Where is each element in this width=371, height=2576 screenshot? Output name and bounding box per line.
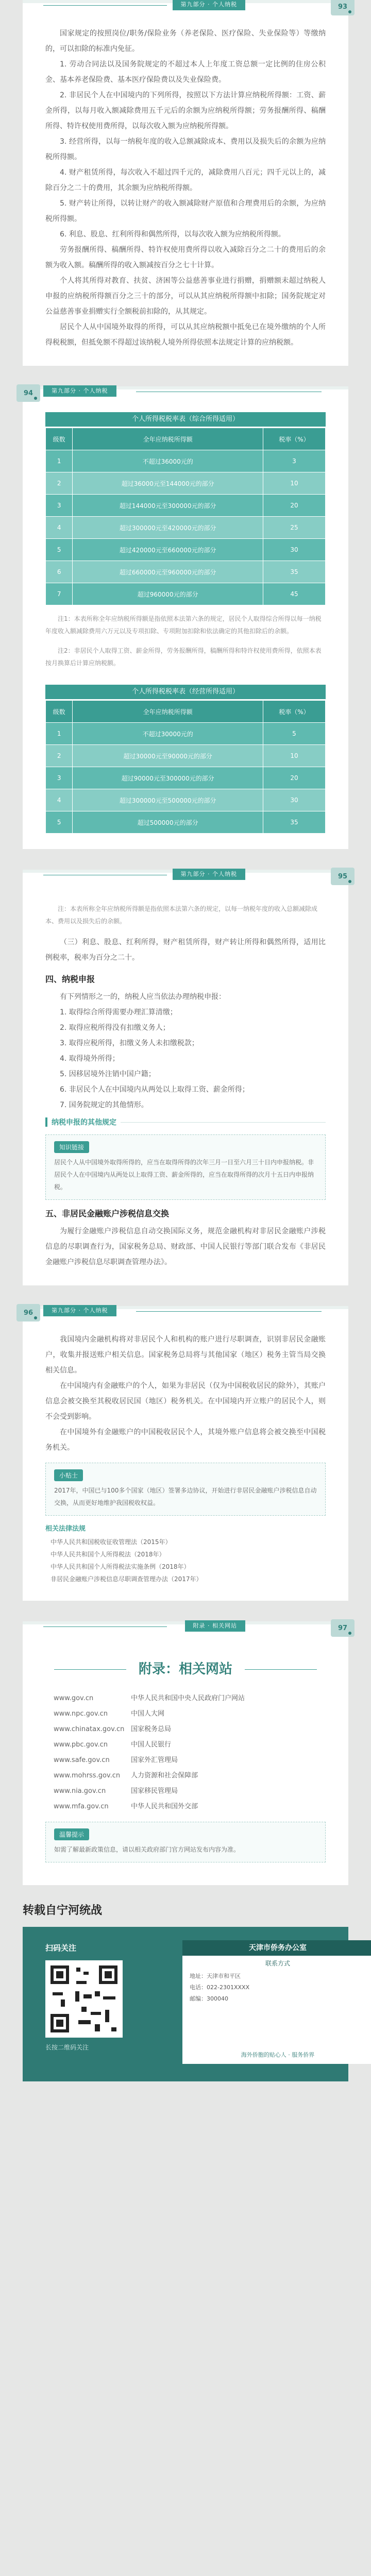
paragraph: 6. 利息、股息、红利所得和偶然所得，以每次收入额为应纳税所得额。 bbox=[60, 230, 285, 239]
chapter-tag: 第九部分 · 个人纳税 bbox=[173, 0, 246, 10]
table-cell: 30 bbox=[263, 789, 325, 811]
org-name: 天津市侨务办公室 bbox=[182, 1940, 371, 1956]
chapter-tag: 第九部分 · 个人纳税 bbox=[43, 385, 116, 397]
law-list-title: 相关法律法规 bbox=[45, 1525, 86, 1533]
tip-text: 居民个人从中国境外取得所得的，应当在取得所得的次年三月一日至六月三十日内申报纳税。非居民个人在中国境内从两处以上取得工资、薪金所得的，应当在取得所得的次月十五日内申报纳税。 bbox=[54, 1159, 314, 1191]
table-note: 注：本表所称全年应纳税所得额是指依照本法第六条的规定，以每一纳税年度的收入总额减除成本、费用以及损失后的余额。 bbox=[45, 905, 318, 925]
list-item: 7. 国务院规定的其他情形。 bbox=[60, 1101, 148, 1109]
table-header: 税率（%） bbox=[263, 701, 325, 723]
table-cell: 30 bbox=[263, 539, 325, 561]
paragraph: 在中国境外有金融账户的中国税收居民个人，其境外账户信息将会被交换至中国税务机关。 bbox=[45, 1428, 326, 1452]
tip-box bbox=[45, 1134, 326, 1200]
website-link[interactable] bbox=[23, 1737, 348, 1753]
table-cell: 超过144000元至300000元的部分 bbox=[73, 495, 263, 517]
table-cell: 超过960000元的部分 bbox=[73, 583, 263, 605]
table-cell: 7 bbox=[46, 583, 73, 605]
table-cell: 10 bbox=[263, 745, 325, 767]
website-name: 中国人民银行 bbox=[131, 1741, 172, 1749]
table-row bbox=[46, 450, 326, 472]
page-number: 96 bbox=[16, 1304, 40, 1321]
table-header: 级数 bbox=[46, 428, 73, 450]
page-number: 95 bbox=[331, 868, 355, 885]
table-cell: 超过420000元至660000元的部分 bbox=[73, 539, 263, 561]
tip-text: 如需了解最新政策信息，请以相关政府部门官方网站发布内容为准。 bbox=[54, 1846, 240, 1853]
website-url[interactable]: www.chinatax.gov.cn bbox=[54, 1725, 125, 1733]
table-row bbox=[46, 583, 326, 605]
table-cell: 超过90000元至300000元的部分 bbox=[73, 767, 263, 789]
table-cell: 超过660000元至960000元的部分 bbox=[73, 561, 263, 583]
table-row bbox=[46, 472, 326, 495]
tax-rate-table-business bbox=[45, 700, 326, 834]
table-cell: 2 bbox=[46, 472, 73, 495]
page-number: 94 bbox=[16, 384, 40, 402]
page-96 bbox=[23, 1306, 348, 1601]
website-url[interactable]: www.pbc.gov.cn bbox=[54, 1741, 108, 1749]
website-url[interactable]: www.mohrss.gov.cn bbox=[54, 1772, 121, 1780]
table-cell: 5 bbox=[46, 539, 73, 561]
list-item: 6. 非居民个人在中国境内从两处以上取得工资、薪金所得； bbox=[60, 1086, 249, 1094]
org-sub: 联系方式 bbox=[265, 1960, 290, 1967]
table-caption: 个人所得税税率表（经营所得适用） bbox=[45, 685, 326, 699]
table-header: 税率（%） bbox=[263, 428, 325, 450]
table-row bbox=[46, 723, 326, 745]
qr-code-icon[interactable] bbox=[45, 1960, 123, 2038]
table-cell: 超过300000元至500000元的部分 bbox=[73, 789, 263, 811]
tip-text: 2017年，中国已与100多个国家（地区）签署多边协议，开始进行非居民金融账户涉税信息自动交换，从而更好地维护我国税收权益。 bbox=[54, 1487, 317, 1506]
slogan: 海外侨胞的贴心人 · 服务侨界 bbox=[241, 2052, 315, 2058]
table-header: 全年应纳税所得额 bbox=[73, 428, 263, 450]
table-cell: 2 bbox=[46, 745, 73, 767]
table-cell: 35 bbox=[263, 561, 325, 583]
table-cell: 4 bbox=[46, 789, 73, 811]
table-cell: 超过300000元至420000元的部分 bbox=[73, 517, 263, 539]
appendix-title bbox=[23, 1658, 348, 1677]
tip-box bbox=[45, 1822, 326, 1862]
follow-label: 扫码关注 bbox=[45, 1943, 77, 1953]
contact-row: 电话：022-2301XXXX bbox=[190, 1984, 250, 1991]
sub-heading-text: 纳税申报的其他规定 bbox=[52, 1118, 116, 1127]
table-cell: 3 bbox=[46, 767, 73, 789]
tip-title: 温馨提示 bbox=[54, 1828, 89, 1840]
website-link[interactable] bbox=[23, 1706, 348, 1722]
website-list bbox=[23, 1691, 348, 1815]
tip-title: 知识链接 bbox=[54, 1141, 89, 1153]
table-row bbox=[46, 561, 326, 583]
paragraph: 居民个人从中国境外取得的所得，可以从其应纳税额中抵免已在境外缴纳的个人所得税税额，但抵免额不得超过该纳税人境外所得依照本法规定计算的应纳税额。 bbox=[45, 323, 326, 347]
list-item: 4. 取得境外所得； bbox=[60, 1055, 120, 1063]
website-name: 人力资源和社会保障部 bbox=[131, 1772, 198, 1780]
page-94 bbox=[23, 386, 348, 849]
paragraph: 有下列情形之一的，纳税人应当依法办理纳税申报： bbox=[60, 993, 226, 1001]
reprint-source: 转载自宁河统战 bbox=[23, 1904, 103, 1917]
sub-heading bbox=[45, 1117, 326, 1127]
website-url[interactable]: www.mfa.gov.cn bbox=[54, 1803, 109, 1810]
table-cell: 不超过36000元的 bbox=[73, 450, 263, 472]
contact-row: 邮编：300040 bbox=[190, 1995, 228, 2002]
law-item: 中华人民共和国个人所得税法实施条例（2018年） bbox=[50, 1563, 190, 1570]
table-cell: 超过30000元至90000元的部分 bbox=[73, 745, 263, 767]
table-cell: 10 bbox=[263, 472, 325, 495]
law-item: 中华人民共和国税收征收管理法（2015年） bbox=[50, 1538, 172, 1546]
page-93 bbox=[23, 0, 348, 366]
table-cell: 超过36000元至144000元的部分 bbox=[73, 472, 263, 495]
footer-card bbox=[23, 1927, 348, 2081]
tip-box bbox=[45, 1463, 326, 1516]
appendix-title-text: 附录：相关网站 bbox=[126, 1662, 245, 1677]
paragraph: 2. 非居民个人在中国境内的下列所得，按照以下方法计算应纳税所得额：工资、薪金所得，以每月收入额减除费用五千元后的余额为应纳税所得额；劳务报酬所得、稿酬所得、特许权使用费所得，以每次收入额为应纳税所得额。 bbox=[45, 91, 326, 130]
table-row bbox=[46, 811, 326, 834]
paragraph: 在中国境内有金融账户的个人，如果为非居民（仅为中国税收居民的除外），其账户信息会被交换至其税收居民国（地区）税务机关。在中国境内开立账户的居民个人，则不会受到影响。 bbox=[45, 1382, 326, 1421]
table-cell: 1 bbox=[46, 450, 73, 472]
website-name: 国家外汇管理局 bbox=[131, 1756, 178, 1764]
paragraph: 5. 财产转让所得，以转让财产的收入额减除财产原值和合理费用后的余额，为应纳税所得额。 bbox=[45, 199, 326, 223]
table-cell: 1 bbox=[46, 723, 73, 745]
website-url[interactable]: www.safe.gov.cn bbox=[54, 1756, 110, 1764]
list-item: 5. 因移居境外注销中国户籍； bbox=[60, 1070, 156, 1078]
section-heading: 四、纳税申报 bbox=[45, 974, 95, 984]
paragraph: 我国境内金融机构将对非居民个人和机构的账户进行尽职调查，识别非居民金融账户，收集并报送账户相关信息。国家税务总局将与其他国家（地区）税务主管当局交换相关信息。 bbox=[45, 1335, 326, 1375]
list-item: 1. 取得综合所得需要办理汇算清缴； bbox=[60, 1008, 177, 1016]
website-link[interactable] bbox=[23, 1768, 348, 1784]
website-name: 中华人民共和国中央人民政府门户网站 bbox=[131, 1694, 245, 1702]
contact-card bbox=[182, 1940, 371, 2064]
chapter-tag: 第九部分 · 个人纳税 bbox=[43, 1305, 116, 1316]
table-cell: 3 bbox=[46, 495, 73, 517]
website-link[interactable] bbox=[23, 1753, 348, 1768]
table-header: 级数 bbox=[46, 701, 73, 723]
table-row bbox=[46, 539, 326, 561]
paragraph: 国家规定的按照岗位/职务/保险业务（养老保险、医疗保险、失业保险等）等缴纳的，可以扣除的标准内免征。 bbox=[45, 29, 326, 53]
qr-section bbox=[45, 1942, 123, 2052]
chapter-tag: 第九部分 · 个人纳税 bbox=[173, 869, 246, 880]
table-row bbox=[46, 745, 326, 767]
paragraph: （三）利息、股息、红利所得，财产租赁所得，财产转让所得和偶然所得，适用比例税率，税率为百分之二十。 bbox=[45, 938, 326, 962]
website-link[interactable] bbox=[23, 1722, 348, 1737]
website-url[interactable]: www.npc.gov.cn bbox=[54, 1710, 108, 1718]
chapter-line bbox=[43, 1626, 167, 1627]
website-name: 中国人大网 bbox=[131, 1710, 165, 1718]
table-cell: 20 bbox=[263, 767, 325, 789]
table-row bbox=[46, 789, 326, 811]
list-item: 2. 取得应税所得没有扣缴义务人； bbox=[60, 1024, 170, 1032]
page-number: 97 bbox=[331, 1619, 355, 1637]
table-row bbox=[46, 495, 326, 517]
paragraph: 为履行金融账户涉税信息自动交换国际义务，规范金融机构对非居民金融账户涉税信息的尽职调查行为，国家税务总局、财政部、中国人民银行等部门联合发布《非居民金融账户涉税信息尽职调查管理办法》。 bbox=[45, 1227, 326, 1266]
website-name: 中华人民共和国外交部 bbox=[131, 1803, 198, 1810]
table-cell: 5 bbox=[46, 811, 73, 834]
table-row bbox=[46, 767, 326, 789]
table-cell: 25 bbox=[263, 517, 325, 539]
website-url[interactable]: www.nia.gov.cn bbox=[54, 1787, 106, 1795]
table-cell: 45 bbox=[263, 583, 325, 605]
paragraph: 4. 财产租赁所得，每次收入不超过四千元的，减除费用八百元；四千元以上的，减除百分之二十的费用，其余额为应纳税所得额。 bbox=[45, 168, 326, 192]
scan-hint: 长按二维码关注 bbox=[45, 2044, 89, 2051]
website-link[interactable] bbox=[23, 1691, 348, 1706]
table-caption: 个人所得税税率表（综合所得适用） bbox=[45, 412, 326, 427]
website-name: 国家移民管理局 bbox=[131, 1787, 178, 1795]
table-cell: 35 bbox=[263, 811, 325, 834]
contact-row: 地址：天津市和平区 bbox=[190, 1973, 241, 1979]
paragraph: 3. 经营所得，以每一纳税年度的收入总额减除成本、费用以及损失后的余额为应纳税所得额。 bbox=[45, 138, 326, 161]
table-note: 注1：本表所称全年应纳税所得额是指依照本法第六条的规定，居民个人取得综合所得以每一纳税年度收入额减除费用六万元以及专项扣除、专项附加扣除和依法确定的其他扣除后的余额。 bbox=[45, 615, 322, 635]
table-note: 注2：非居民个人取得工资、薪金所得，劳务报酬所得，稿酬所得和特许权使用费所得，依照本表按月换算后计算应纳税额。 bbox=[45, 647, 322, 667]
website-link[interactable] bbox=[23, 1784, 348, 1799]
table-row bbox=[46, 517, 326, 539]
page-95 bbox=[23, 870, 348, 1285]
paragraph: 劳务报酬所得、稿酬所得、特许权使用费所得以收入减除百分之二十的费用后的余额为收入额。稿酬所得的收入额减按百分之七十计算。 bbox=[45, 246, 326, 269]
law-item: 中华人民共和国个人所得税法（2018年） bbox=[50, 1551, 165, 1558]
sub-heading-rule bbox=[121, 1122, 326, 1123]
table-cell: 不超过30000元的 bbox=[73, 723, 263, 745]
paragraph: 个人将其所得对教育、扶贫、济困等公益慈善事业进行捐赠，捐赠额未超过纳税人申报的应纳税所得额百分之三十的部分，可以从其应纳税所得额中扣除；国务院规定对公益慈善事业捐赠实行全额税前扣除的，从其规定。 bbox=[45, 277, 326, 316]
website-url[interactable]: www.gov.cn bbox=[54, 1694, 94, 1702]
chapter-line bbox=[43, 5, 167, 6]
table-cell: 超过500000元的部分 bbox=[73, 811, 263, 834]
law-item: 非居民金融账户涉税信息尽职调查管理办法（2017年） bbox=[50, 1575, 203, 1583]
table-cell: 4 bbox=[46, 517, 73, 539]
table-cell: 20 bbox=[263, 495, 325, 517]
table-cell: 5 bbox=[263, 723, 325, 745]
chapter-line bbox=[136, 1311, 322, 1312]
website-name: 国家税务总局 bbox=[131, 1725, 172, 1733]
page-number: 93 bbox=[331, 0, 355, 15]
tax-rate-table-comprehensive bbox=[45, 428, 326, 605]
list-item: 3. 取得应税所得，扣缴义务人未扣缴税款； bbox=[60, 1039, 199, 1047]
table-header: 全年应纳税所得额 bbox=[73, 701, 263, 723]
table-cell: 3 bbox=[263, 450, 325, 472]
website-link[interactable] bbox=[23, 1799, 348, 1815]
chapter-tag: 附录 · 相关网站 bbox=[185, 1620, 246, 1632]
tip-title: 小贴士 bbox=[54, 1469, 83, 1481]
sub-heading-bar bbox=[45, 1117, 47, 1127]
page-97 bbox=[23, 1621, 348, 1885]
paragraph: 1. 劳动合同法以及国务院规定的不超过本人上年度工资总额一定比例的住房公积金、基本养老保险费、基本医疗保险费以及失业保险费。 bbox=[45, 60, 326, 84]
section-heading: 五、非居民金融账户涉税信息交换 bbox=[45, 1209, 170, 1218]
table-cell: 6 bbox=[46, 561, 73, 583]
